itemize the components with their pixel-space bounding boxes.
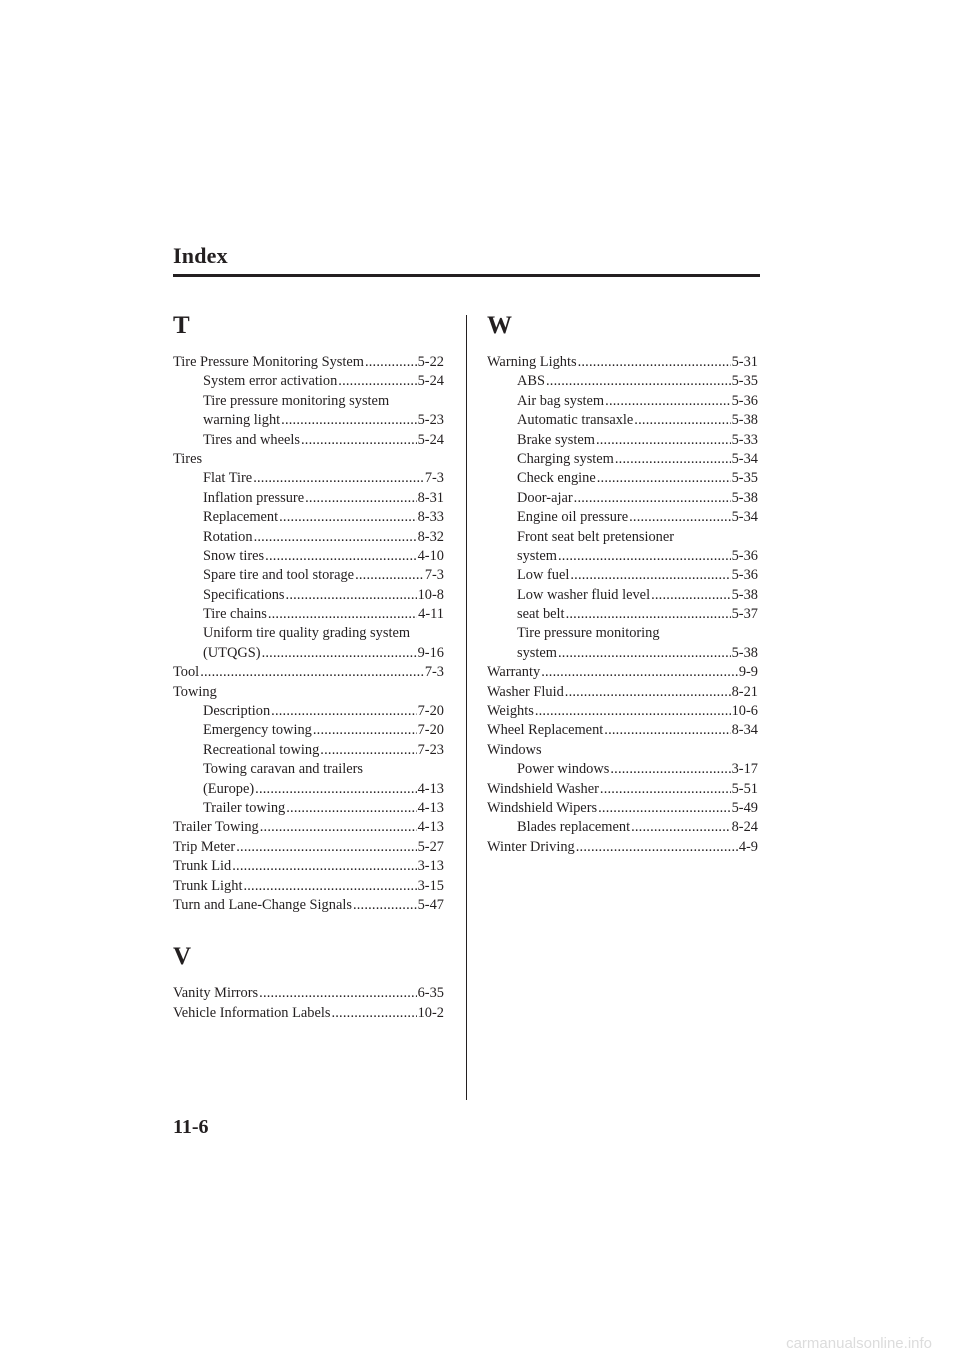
entry-text: system bbox=[517, 644, 557, 661]
index-subentry[interactable] bbox=[487, 586, 758, 605]
dot-leader bbox=[313, 721, 417, 740]
entry-text: Low washer fluid level bbox=[517, 586, 651, 603]
entry-text: Tire chains bbox=[203, 606, 267, 623]
entry-text: Automatic transaxle bbox=[517, 412, 634, 429]
entry-page-ref: 7-20 bbox=[417, 722, 444, 739]
index-entry[interactable] bbox=[173, 683, 444, 702]
index-subentry[interactable] bbox=[173, 372, 444, 391]
entry-text: Warranty bbox=[487, 664, 541, 681]
index-subentry[interactable] bbox=[173, 799, 444, 818]
entry-text: Trailer towing bbox=[203, 799, 286, 816]
entry-text: (UTQGS) bbox=[203, 644, 261, 661]
entry-page-ref: 7-3 bbox=[424, 567, 444, 584]
entry-page-ref: 3-17 bbox=[731, 761, 758, 778]
entry-page-ref: 5-38 bbox=[731, 489, 758, 506]
index-subentry[interactable] bbox=[487, 392, 758, 411]
dot-leader bbox=[598, 799, 731, 818]
entry-text: Windshield Wipers bbox=[487, 799, 598, 816]
entry-text: Towing bbox=[173, 683, 217, 700]
dot-leader bbox=[286, 799, 416, 818]
entry-text: Door-ajar bbox=[517, 489, 573, 506]
entry-text: Uniform tire quality grading system bbox=[203, 625, 411, 642]
index-subentry[interactable] bbox=[173, 431, 444, 450]
dot-leader bbox=[578, 353, 731, 372]
index-entry[interactable] bbox=[173, 984, 444, 1003]
dot-leader bbox=[604, 721, 730, 740]
entry-page-ref: 3-13 bbox=[417, 858, 444, 875]
index-subentry[interactable] bbox=[173, 760, 444, 779]
entry-text: Brake system bbox=[517, 431, 595, 448]
dot-leader bbox=[262, 644, 417, 663]
index-subentry[interactable] bbox=[173, 547, 444, 566]
entry-text: Replacement bbox=[203, 509, 279, 526]
entry-text: Snow tires bbox=[203, 547, 265, 564]
section-letter-heading: W bbox=[487, 312, 512, 339]
index-subentry[interactable] bbox=[487, 372, 758, 391]
entry-text: Windshield Washer bbox=[487, 780, 599, 797]
index-entry[interactable] bbox=[487, 683, 758, 702]
dot-leader bbox=[255, 780, 416, 799]
entry-text: seat belt bbox=[517, 606, 565, 623]
entry-text: Tire pressure monitoring system bbox=[203, 392, 390, 409]
dot-leader bbox=[541, 663, 738, 682]
index-subentry[interactable] bbox=[487, 528, 758, 547]
entry-page-ref: 5-37 bbox=[731, 606, 758, 623]
dot-leader bbox=[301, 431, 417, 450]
entry-page-ref: 5-36 bbox=[731, 392, 758, 409]
entry-text: Power windows bbox=[517, 761, 610, 778]
index-entry[interactable] bbox=[487, 353, 758, 372]
index-subentry[interactable] bbox=[487, 566, 758, 585]
entry-text: system bbox=[517, 547, 557, 564]
dot-leader bbox=[355, 566, 424, 585]
entry-page-ref: 7-20 bbox=[417, 703, 444, 720]
index-subentry[interactable] bbox=[487, 469, 758, 488]
index-subentry[interactable] bbox=[173, 605, 444, 624]
index-entry[interactable] bbox=[487, 799, 758, 818]
index-subentry[interactable] bbox=[173, 411, 444, 430]
index-entry[interactable] bbox=[173, 857, 444, 876]
dot-leader bbox=[200, 663, 424, 682]
dot-leader bbox=[565, 683, 731, 702]
entry-page-ref: 5-33 bbox=[731, 431, 758, 448]
entry-page-ref: 5-31 bbox=[731, 354, 758, 370]
dot-leader bbox=[634, 411, 730, 430]
index-subentry[interactable] bbox=[173, 586, 444, 605]
entry-text: Description bbox=[203, 703, 271, 720]
entry-page-ref: 9-9 bbox=[738, 664, 758, 681]
dot-leader bbox=[365, 353, 417, 372]
dot-leader bbox=[271, 702, 416, 721]
index-subentry[interactable] bbox=[173, 644, 444, 663]
entry-page-ref: 4-10 bbox=[417, 547, 444, 564]
entry-page-ref: 5-35 bbox=[731, 470, 758, 487]
entry-text: Windows bbox=[487, 741, 542, 758]
index-subentry[interactable] bbox=[173, 721, 444, 740]
entry-text: Recreational towing bbox=[203, 741, 320, 758]
entry-text: Tire Pressure Monitoring System bbox=[173, 354, 364, 370]
dot-leader bbox=[596, 431, 731, 450]
entry-page-ref: 8-34 bbox=[731, 722, 758, 739]
entry-page-ref: 8-21 bbox=[731, 683, 758, 700]
dot-leader bbox=[331, 1004, 416, 1023]
dot-leader bbox=[600, 780, 731, 799]
dot-leader bbox=[546, 372, 731, 391]
entry-text: Trunk Light bbox=[173, 877, 243, 894]
dot-leader bbox=[631, 818, 731, 837]
entry-page-ref: 7-3 bbox=[424, 664, 444, 681]
dot-leader bbox=[279, 508, 416, 527]
dot-leader bbox=[236, 838, 416, 857]
entry-page-ref: 5-24 bbox=[417, 431, 444, 448]
dot-leader bbox=[338, 372, 416, 391]
dot-leader bbox=[597, 469, 731, 488]
dot-leader bbox=[265, 547, 416, 566]
entry-text: Low fuel bbox=[517, 567, 570, 584]
dot-leader bbox=[558, 644, 731, 663]
dot-leader bbox=[558, 547, 731, 566]
index-entry[interactable] bbox=[487, 663, 758, 682]
entry-text: Check engine bbox=[517, 470, 596, 487]
entry-page-ref: 4-13 bbox=[417, 799, 444, 816]
entry-text: Tool bbox=[173, 664, 200, 681]
entry-text: warning light bbox=[203, 412, 281, 429]
entry-text: Trip Meter bbox=[173, 838, 236, 855]
entry-page-ref: 9-16 bbox=[417, 644, 444, 661]
entry-page-ref: 5-38 bbox=[731, 586, 758, 603]
entry-page-ref: 5-51 bbox=[731, 780, 758, 797]
entry-page-ref: 4-9 bbox=[738, 838, 758, 855]
entry-page-ref: 5-49 bbox=[731, 799, 758, 816]
index-subentry[interactable] bbox=[487, 450, 758, 469]
entry-text: Vehicle Information Labels bbox=[173, 1004, 331, 1021]
entry-page-ref: 8-33 bbox=[417, 509, 444, 526]
index-entry[interactable] bbox=[173, 663, 444, 682]
index-entry[interactable] bbox=[487, 702, 758, 721]
page-number: 11-6 bbox=[173, 1116, 209, 1138]
entry-page-ref: 5-35 bbox=[731, 373, 758, 390]
index-subentry[interactable] bbox=[173, 489, 444, 508]
header-rule bbox=[173, 274, 760, 277]
entry-page-ref: 8-31 bbox=[417, 489, 444, 506]
index-column-left bbox=[173, 312, 444, 1023]
entry-page-ref: 5-34 bbox=[731, 509, 758, 526]
entry-text: Weights bbox=[487, 703, 534, 720]
index-entry[interactable] bbox=[173, 1004, 444, 1023]
entry-page-ref: 6-35 bbox=[417, 985, 444, 1002]
dot-leader bbox=[629, 508, 731, 527]
page-title: Index bbox=[173, 243, 228, 268]
dot-leader bbox=[286, 586, 417, 605]
entry-page-ref: 4-13 bbox=[417, 819, 444, 836]
entry-text: Engine oil pressure bbox=[517, 509, 629, 526]
entry-page-ref: 5-38 bbox=[731, 644, 758, 661]
index-entry[interactable] bbox=[173, 877, 444, 896]
entry-page-ref: 10-2 bbox=[417, 1004, 444, 1021]
entry-page-ref: 5-22 bbox=[417, 354, 444, 370]
entry-text: Tires bbox=[173, 450, 203, 467]
entry-text: Winter Driving bbox=[487, 838, 575, 855]
dot-leader bbox=[574, 489, 731, 508]
entry-page-ref: 10-8 bbox=[417, 586, 444, 603]
entry-page-ref: 4-13 bbox=[417, 780, 444, 797]
entry-text: Turn and Lane-Change Signals bbox=[173, 896, 352, 913]
entry-page-ref: 7-3 bbox=[424, 470, 444, 487]
index-subentry[interactable] bbox=[173, 624, 444, 643]
index-subentry[interactable] bbox=[487, 760, 758, 779]
index-subentry[interactable] bbox=[487, 547, 758, 566]
dot-leader bbox=[320, 741, 416, 760]
index-subentry[interactable] bbox=[173, 702, 444, 721]
index-entry[interactable] bbox=[173, 353, 444, 372]
entry-text: Towing caravan and trailers bbox=[203, 761, 364, 778]
entry-text: Air bag system bbox=[517, 392, 605, 409]
dot-leader bbox=[576, 838, 738, 857]
entry-text: Spare tire and tool storage bbox=[203, 567, 355, 584]
entry-page-ref: 7-23 bbox=[417, 741, 444, 758]
entry-text: Specifications bbox=[203, 586, 285, 603]
dot-leader bbox=[570, 566, 730, 585]
dot-leader bbox=[253, 469, 424, 488]
index-subentry[interactable] bbox=[487, 818, 758, 837]
index-subentry[interactable] bbox=[173, 780, 444, 799]
index-subentry[interactable] bbox=[173, 566, 444, 585]
index-entry[interactable] bbox=[173, 818, 444, 837]
dot-leader bbox=[566, 605, 731, 624]
index-subentry[interactable] bbox=[173, 741, 444, 760]
entry-text: Washer Fluid bbox=[487, 683, 564, 700]
entry-page-ref: 5-36 bbox=[731, 547, 758, 564]
entry-text: Vanity Mirrors bbox=[173, 985, 259, 1002]
index-entry[interactable] bbox=[487, 838, 758, 857]
entry-text: Front seat belt pretensioner bbox=[517, 528, 675, 545]
entry-page-ref: 5-27 bbox=[417, 838, 444, 855]
watermark: carmanualsonline.info bbox=[786, 1335, 932, 1352]
dot-leader bbox=[305, 489, 417, 508]
index-entry[interactable] bbox=[487, 741, 758, 760]
dot-leader bbox=[610, 760, 730, 779]
index-subentry[interactable] bbox=[487, 411, 758, 430]
index-subentry[interactable] bbox=[487, 644, 758, 663]
index-entry[interactable] bbox=[487, 780, 758, 799]
entry-text: Emergency towing bbox=[203, 722, 312, 739]
index-entry[interactable] bbox=[173, 896, 444, 915]
entry-page-ref: 5-23 bbox=[417, 412, 444, 429]
entry-text: Rotation bbox=[203, 528, 253, 545]
entry-page-ref: 10-6 bbox=[731, 703, 758, 720]
index-subentry[interactable] bbox=[487, 508, 758, 527]
entry-text: Wheel Replacement bbox=[487, 722, 604, 739]
entry-page-ref: 5-38 bbox=[731, 412, 758, 429]
index-subentry[interactable] bbox=[173, 392, 444, 411]
dot-leader bbox=[353, 896, 417, 915]
section-letter-heading: T bbox=[173, 312, 190, 339]
entry-text: Inflation pressure bbox=[203, 489, 305, 506]
entry-text: Flat Tire bbox=[203, 470, 253, 487]
entry-page-ref: 4-11 bbox=[418, 606, 444, 623]
entry-text: Tire pressure monitoring bbox=[517, 625, 660, 642]
index-entry[interactable] bbox=[173, 450, 444, 469]
dot-leader bbox=[605, 392, 730, 411]
index-subentry[interactable] bbox=[173, 528, 444, 547]
entry-text: Tires and wheels bbox=[203, 431, 300, 448]
index-subentry[interactable] bbox=[487, 624, 758, 643]
index-subentry[interactable] bbox=[487, 489, 758, 508]
entry-text: Trailer Towing bbox=[173, 819, 259, 836]
entry-page-ref: 5-47 bbox=[417, 896, 444, 913]
dot-leader bbox=[259, 984, 416, 1003]
dot-leader bbox=[535, 702, 731, 721]
entry-text: System error activation bbox=[203, 373, 338, 390]
dot-leader bbox=[651, 586, 731, 605]
entry-text: Blades replacement bbox=[517, 819, 631, 836]
entry-text: (Europe) bbox=[203, 780, 255, 797]
dot-leader bbox=[232, 857, 416, 876]
entry-page-ref: 3-15 bbox=[417, 877, 444, 894]
index-column-right bbox=[487, 312, 758, 857]
index-subentry[interactable] bbox=[173, 508, 444, 527]
entry-text: Warning Lights bbox=[487, 354, 577, 370]
entry-page-ref: 8-24 bbox=[731, 819, 758, 836]
entry-page-ref: 8-32 bbox=[417, 528, 444, 545]
entry-text: Trunk Lid bbox=[173, 858, 232, 875]
entry-text: ABS bbox=[517, 373, 545, 390]
dot-leader bbox=[268, 605, 417, 624]
index-entry[interactable] bbox=[487, 721, 758, 740]
index-subentry[interactable] bbox=[487, 431, 758, 450]
column-divider bbox=[466, 315, 467, 1100]
entry-text: Charging system bbox=[517, 450, 614, 467]
dot-leader bbox=[281, 411, 416, 430]
dot-leader bbox=[254, 528, 417, 547]
dot-leader bbox=[243, 877, 416, 896]
dot-leader bbox=[615, 450, 731, 469]
section-letter-heading: V bbox=[173, 943, 192, 971]
entry-page-ref: 5-36 bbox=[731, 567, 758, 584]
index-entry[interactable] bbox=[173, 838, 444, 857]
index-subentry[interactable] bbox=[173, 469, 444, 488]
entry-page-ref: 5-24 bbox=[417, 373, 444, 390]
dot-leader bbox=[260, 818, 417, 837]
entry-page-ref: 5-34 bbox=[731, 450, 758, 467]
index-subentry[interactable] bbox=[487, 605, 758, 624]
